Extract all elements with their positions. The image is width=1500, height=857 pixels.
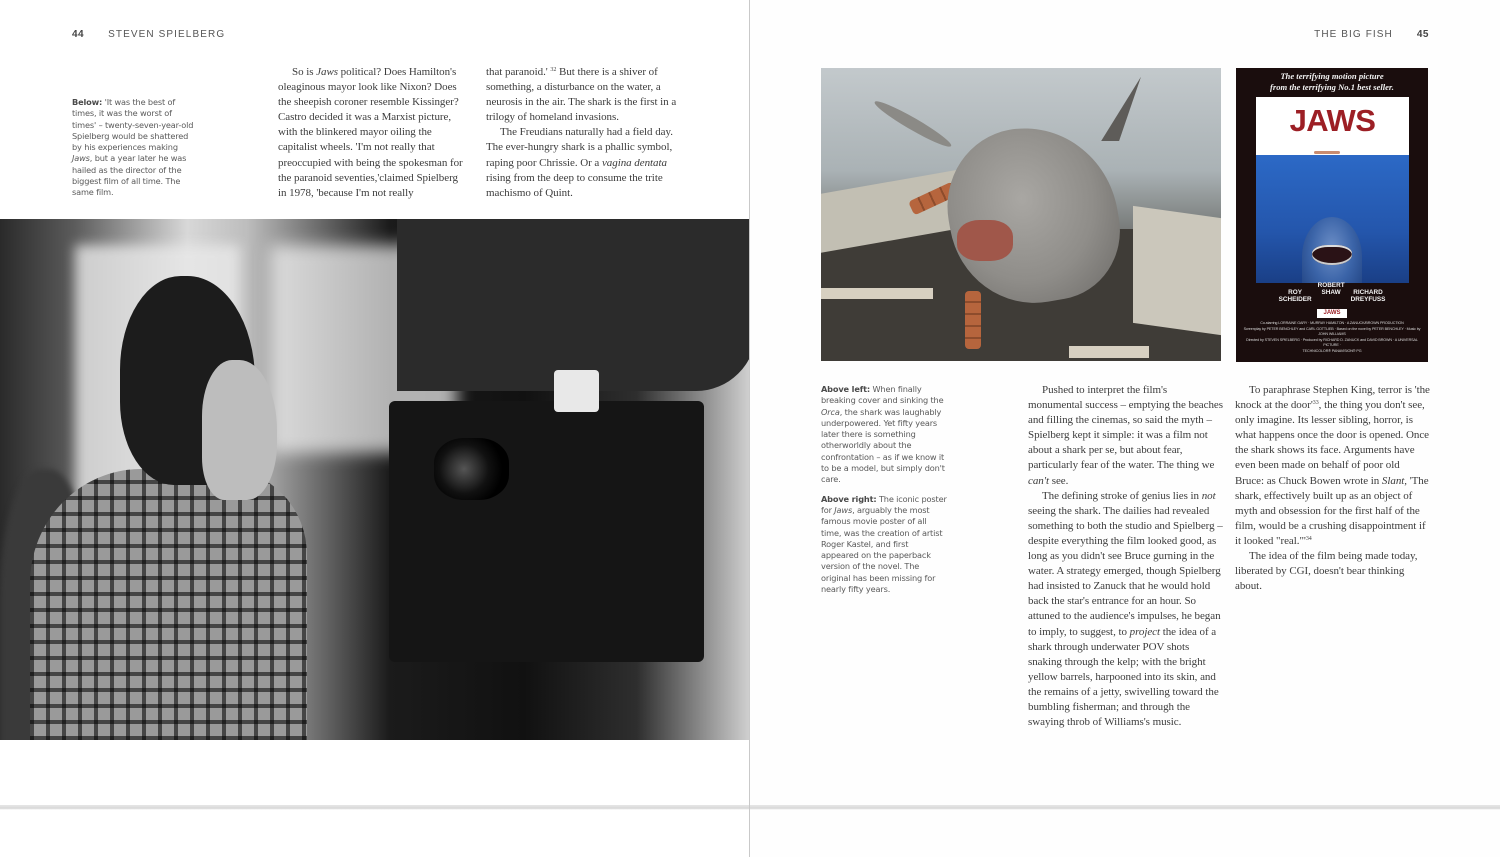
paragraph: The idea of the film being made today, liberated by CGI, doesn't bear thinking about. <box>1235 550 1418 593</box>
plaid-shirt <box>30 469 307 740</box>
shark-mouth <box>957 220 1013 261</box>
spielberg-camera-photo <box>0 219 749 740</box>
cast-member: ROBERT SHAW <box>1317 282 1345 296</box>
footnote-ref: 34 <box>1305 535 1312 542</box>
caption-below: Below: 'It was the best of times, it was the worst of times' – twenty-seven-year-old Spielberg would be shattered by his experiences making Jaws, but a year later he was hailed as the director of the biggest film of all time. The same film. <box>72 97 194 198</box>
captions-right <box>821 384 947 595</box>
film-magazine <box>397 219 749 391</box>
swimmer <box>1314 151 1340 154</box>
page-edge-shadow <box>0 805 1500 810</box>
caption-above-right: Above right: The iconic poster for Jaws, arguably the most famous movie poster of all time, was the creation of artist Roger Kastel, and first appeared on the paperback version of the novel. The original has been missing for nearly fifty years. <box>821 493 947 595</box>
paragraph: that paranoid.' $^{32}$ But there is a shiver of something, a disturbance on the water, a neurosis in the air. The shark is the first in a trilogy of homeland invasions. <box>486 66 677 124</box>
book-gutter <box>749 0 750 857</box>
camera-lens <box>434 438 509 501</box>
shark-teeth <box>1312 245 1352 265</box>
page-number-right: 45 <box>1416 29 1429 40</box>
paragraph: So is Jaws political? Does Hamilton's oleaginous mayor look like Nixon? Does the sheepish coroner resemble Kissinger? Castro decided it was a Marxist picture, with the blinkered mayor oiling the capitalist wheels. 'I'm not really that preoccupied with being the spokesman for the paranoid seventies,'claimed Spielberg in 1978, 'because I'm not really <box>278 66 463 199</box>
running-head-right <box>1314 29 1429 40</box>
jaws-poster <box>1236 68 1428 362</box>
body-column-1 <box>278 65 468 201</box>
paragraph: The defining stroke of genius lies in not seeing the shark. The dailies had revealed something to both the studio and Spielberg – despite everything the film looked good, as long as you didn't see Bruce gurning in the water. A strategy emerged, though Spielberg had insisted to Zanuck that he would hold back the star's entrance for an hour. So attuned to the audience's impulses, he began to imply, to suggest, to project the idea of a shark through underwater POV shots snaking through the kelp; with the bright yellow barrels, harpooned into its skin, and the remains of a jetty, swivelling toward the bumbling fisherman; and through the swaying throb of Williams's music. <box>1028 489 1223 729</box>
body-column-3 <box>1028 383 1224 730</box>
film-camera <box>389 401 704 662</box>
page-number-left: 44 <box>72 29 85 40</box>
poster-small-title: JAWS <box>1317 309 1347 318</box>
caption-above-left: Above left: When finally breaking cover and sinking the Orca, the shark was laughably underpowered. Yet fifty years later there is something otherworldly about the confrontation – as if we know it to be a model, but simply don't care. <box>821 384 945 485</box>
caption-lead: Below: <box>72 97 103 107</box>
shark-fin <box>1101 77 1141 141</box>
cast-member: RICHARD DREYFUSS <box>1350 289 1386 303</box>
poster-credits: Co-starring LORRAINE GARY · MURRAY HAMILTON · A ZANUCK/BROWN PRODUCTION Screenplay by PETER BENCHLEY and CARL GOTTLIEB · Based on the novel by PETER BENCHLEY · Music by JOHN WILLIAMS Directed by STEVEN SPIELBERG · Produced by RICHARD D. ZANUCK and DAVID BROWN · A UNIVERSAL PICTURE · TECHNICOLOR® PANAVISION® PG <box>1243 321 1421 353</box>
paragraph: To paraphrase Stephen King, terror is 'the knock at the $door'^{33}$, the thing you don't see, only imagine. Its lesser sibling, horror, is what happens once the door is opened. Once the shark shows its face. Arguments have even been made on behalf of poor old Bruce: as Chuck Bowen wrote in Slant, 'The shark, effectively built up as an object of myth and obsession for the first half of the film, would be a crushing disappointment if it looked "$real."'^{34}$ <box>1235 384 1430 547</box>
plank <box>821 288 933 300</box>
running-head-left <box>72 29 225 40</box>
chapter-title-left: STEVEN SPIELBERG <box>108 29 226 40</box>
chapter-title-right: THE BIG FISH <box>1314 29 1393 40</box>
poster-tagline: The terrifying motion picture from the terrifying No.1 best seller. <box>1270 71 1394 92</box>
paragraph: The Freudians naturally had a field day. The ever-hungry shark is a phallic symbol, raping poor Chrissie. Or a vagina dentata rising from the deep to consume the trite machismo of Quint. <box>486 126 673 199</box>
poster-cast <box>1236 282 1428 303</box>
body-column-4 <box>1235 383 1431 594</box>
paragraph: Pushed to interpret the film's monumental success – emptying the beaches and filling the cinemas, so said the myth – Spielberg kept it simple: it was a film not about a shark per se, but about fear, particularly fear of the water. The thing we can't see. <box>1028 384 1223 487</box>
face <box>202 360 277 501</box>
poster-artwork <box>1256 97 1409 283</box>
body-column-2 <box>486 65 679 201</box>
cast-member: ROY SCHEIDER <box>1278 289 1312 303</box>
paddle <box>872 97 954 151</box>
poster-title: JAWS <box>1289 103 1376 138</box>
footnote-ref: 33 <box>1312 400 1319 407</box>
boat-stern <box>1133 205 1221 335</box>
footnote-ref: 32 <box>550 67 557 73</box>
camera-label <box>554 370 599 412</box>
shark-orca-photo <box>821 68 1221 361</box>
